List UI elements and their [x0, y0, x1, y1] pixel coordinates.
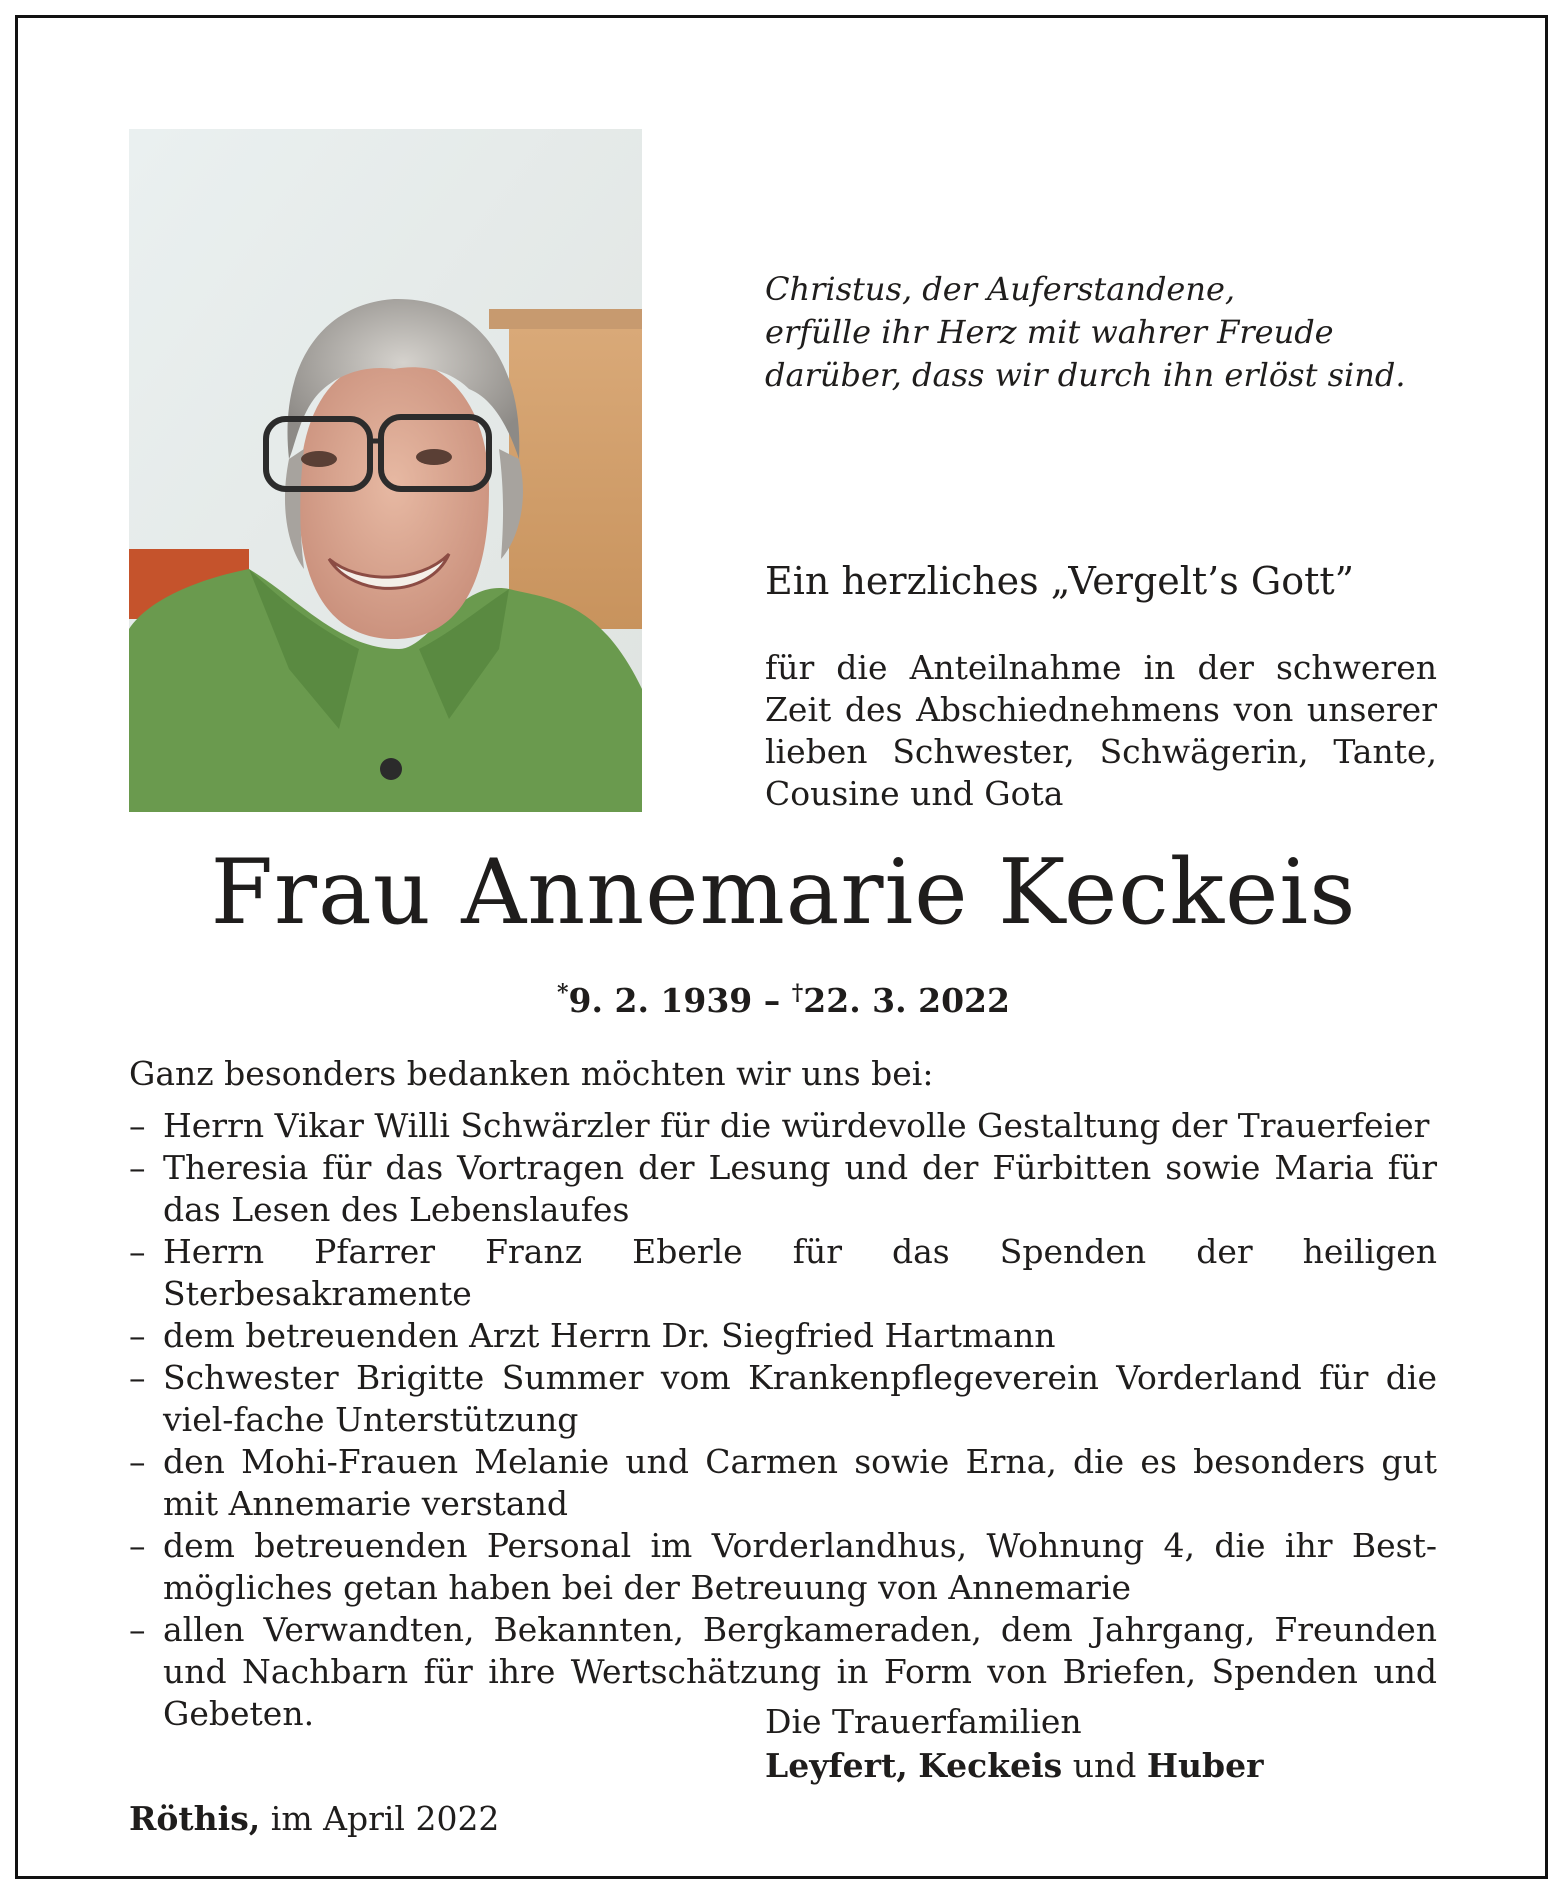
signature-line: Die Trauerfamilien [765, 1702, 1082, 1741]
list-item: – Herrn Pfarrer Franz Eberle für das Spenden der heiligen Sterbesakramente [129, 1231, 1437, 1315]
thanks-intro-line: Cousine und Gota [765, 774, 1064, 813]
family-name: Keckeis [918, 1746, 1063, 1785]
family-name: Huber [1146, 1746, 1264, 1785]
place: Röthis, [129, 1799, 261, 1838]
death-date: 22. 3. 2022 [803, 981, 1010, 1020]
portrait-photo [129, 129, 642, 812]
life-dates [0, 968, 1567, 1026]
quote-line: darüber, dass wir durch ihn erlöst sind. [765, 356, 1406, 394]
family-names [765, 1744, 1264, 1788]
thanks-intro-line: Zeit des Abschiednehmens von unserer [765, 690, 1437, 729]
portrait-illustration [129, 129, 642, 812]
thanks-intro-line: lieben Schwester, Schwägerin, Tante, [765, 732, 1437, 771]
list-item: – dem betreuenden Personal im Vorderlandhus, Wohnung 4, die ihr Best-mögliches getan haben bei der Betreuung von Annemarie [129, 1525, 1437, 1609]
family-name: Leyfert, [765, 1746, 908, 1785]
list-item: – Herrn Vikar Willi Schwärzler für die würdevolle Gestaltung der Trauerfeier [129, 1105, 1437, 1147]
quote-line: Christus, der Auferstandene, [765, 270, 1236, 308]
bible-quote [765, 268, 1406, 397]
quote-line: erfülle ihr Herz mit wahrer Freude [765, 313, 1334, 351]
birth-symbol: * [557, 980, 569, 1006]
date-separator: – [752, 981, 792, 1020]
place-date [129, 1797, 499, 1841]
signature [765, 1700, 1264, 1788]
list-item: – Theresia für das Vortragen der Lesung und der Fürbitten sowie Maria für das Lesen des Lebenslaufes [129, 1147, 1437, 1231]
date: im April 2022 [270, 1799, 500, 1838]
special-thanks-list [129, 1105, 1437, 1735]
connector: und [1072, 1746, 1137, 1785]
thanks-intro [765, 647, 1437, 815]
list-item: – Schwester Brigitte Summer vom Krankenpflegeverein Vorderland für die viel-fache Unterstützung [129, 1357, 1437, 1441]
list-item: – dem betreuenden Arzt Herrn Dr. Siegfried Hartmann [129, 1315, 1437, 1357]
list-item: – allen Verwandten, Bekannten, Bergkameraden, dem Jahrgang, Freunden und Nachbarn für ihre Wertschätzung in Form von Briefen, Spenden und Gebeten. [129, 1609, 1437, 1735]
special-thanks-intro: Ganz besonders bedanken möchten wir uns bei: [129, 1054, 934, 1093]
list-item: – den Mohi-Frauen Melanie und Carmen sowie Erna, die es besonders gut mit Annemarie verstand [129, 1441, 1437, 1525]
thanks-intro-line: für die Anteilnahme in der schweren [765, 648, 1437, 687]
deceased-name: Frau Annemarie Keckeis [210, 840, 1357, 945]
thanks-heading: Ein herzliches „Vergelt’s Gott” [765, 559, 1355, 603]
death-symbol: † [791, 980, 804, 1006]
birth-date: 9. 2. 1939 [568, 981, 753, 1020]
